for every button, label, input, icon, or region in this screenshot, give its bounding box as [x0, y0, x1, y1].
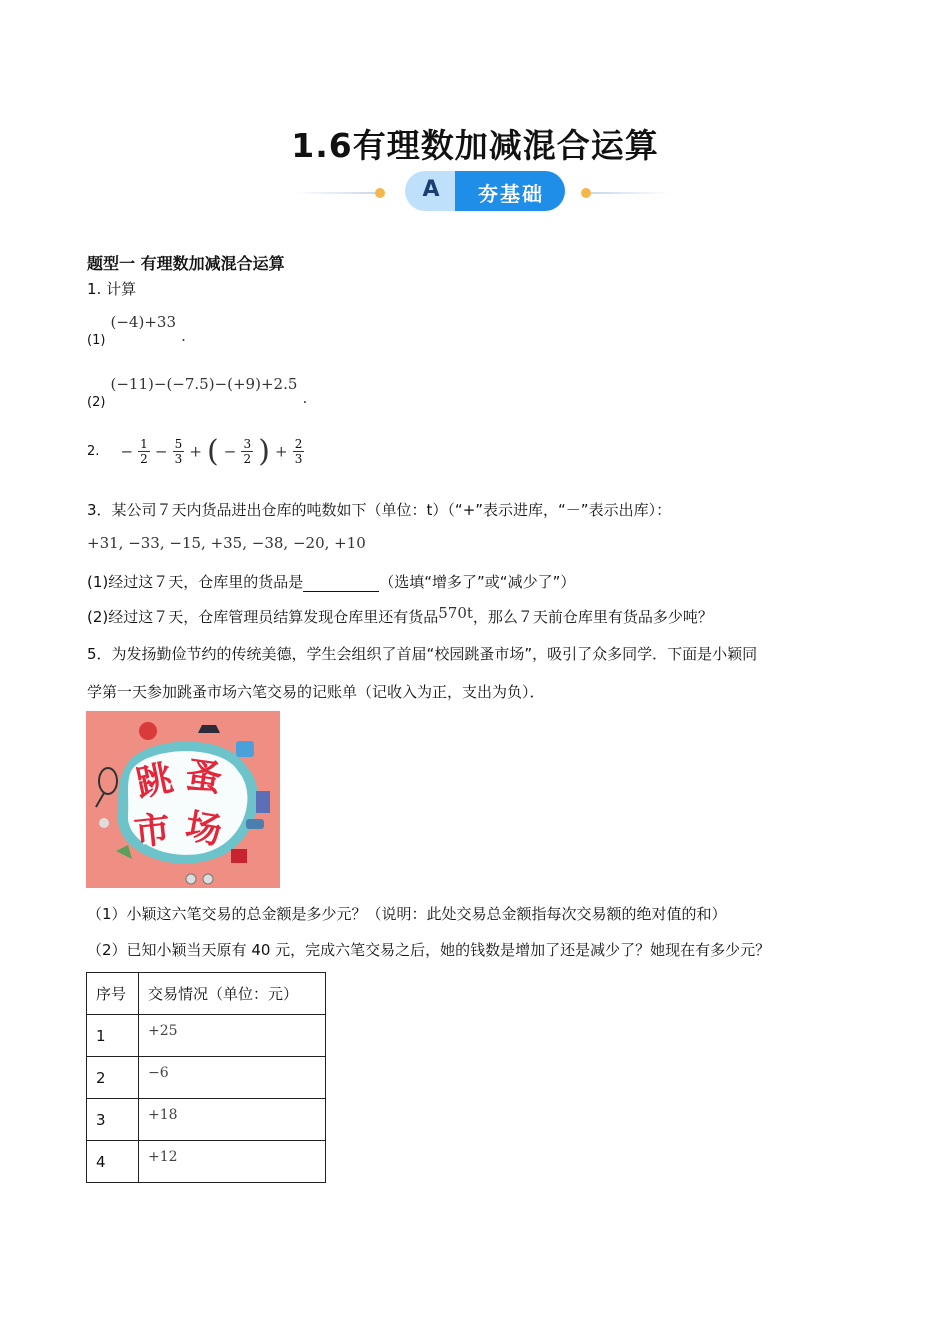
transaction-table [86, 972, 326, 1183]
table-row [87, 1141, 326, 1183]
table-row [87, 1015, 326, 1057]
q1-part2-expression: (−11)−(−7.5)−(+9)+2.5 [110, 375, 298, 393]
table-header-cell: 序号 [87, 973, 139, 1015]
q1-part2-label: (2) [87, 395, 106, 410]
q5-sub2: （2）已知小颖当天原有 40 元，完成六笔交易之后，她的钱数是增加了还是减少了？她现在有多少元？ [87, 941, 771, 959]
q2-fraction-3: $\frac{3}{2}$ [243, 437, 252, 466]
flea-market-image [86, 711, 280, 888]
q2-label: 2. [87, 444, 100, 459]
section-badge [295, 168, 675, 214]
flea-market-char-3: 市 [132, 809, 173, 854]
flea-market-char-4: 场 [182, 806, 225, 853]
table-row [87, 1057, 326, 1099]
table-cell-no: 2 [87, 1057, 139, 1099]
q2-fraction-4: $\frac{2}{3}$ [294, 437, 303, 466]
table-cell-no: 1 [87, 1015, 139, 1057]
q5-sub1: （1）小颖这六笔交易的总金额是多少元？（说明：此处交易总金额指每次交易额的绝对值的和） [87, 905, 727, 923]
q1-part1: $_{(1)}$ (−4)+33 . [87, 313, 186, 348]
section-heading: 题型一 有理数加减混合运算 [87, 254, 285, 273]
table-row [87, 1099, 326, 1141]
table-cell-value: −6 [148, 1064, 169, 1081]
q1-part1-label: (1) [87, 333, 106, 348]
table-header-cell: 交易情况（单位：元） [139, 973, 326, 1015]
flea-market-char-2: 蚤 [182, 754, 225, 801]
q2-fraction-2: $\frac{5}{3}$ [174, 437, 183, 466]
q1-prompt: 1. 计算 [87, 280, 137, 298]
q3-sub2: (2)经过这７天，仓库管理员结算发现仓库里还有货品570t，那么７天前仓库里有货品多少吨？ [87, 604, 713, 626]
flea-market-illustration [86, 711, 280, 888]
q3-text: 3．某公司７天内货品进出仓库的吨数如下（单位：t）（“+”表示进库，“－”表示出库）： [87, 501, 672, 519]
q5-line1: 5．为发扬勤俭节约的传统美德，学生会组织了首届“校园跳蚤市场”，吸引了众多同学．下面是小颖同 [87, 645, 758, 663]
q1-part2: $_{(2)}$ (−11)−(−7.5)−(+9)+2.5 . [87, 375, 308, 410]
q5-line2: 学第一天参加跳蚤市场六笔交易的记账单（记收入为正，支出为负）． [87, 683, 545, 701]
q3-data: +31, −33, −15, +35, −38, −20, +10 [87, 534, 366, 552]
q3-answer-blank[interactable] [303, 575, 379, 592]
q3-sub1: (1)经过这７天，仓库里的货品是 （选填“增多了”或“减少了”） [87, 573, 576, 591]
q1-part1-expression: (−4)+33 [110, 313, 176, 331]
badge-label: 夯基础 [478, 182, 544, 206]
table-cell-no: 3 [87, 1099, 139, 1141]
table-cell-value: +18 [148, 1106, 178, 1123]
table-cell-value: +12 [148, 1148, 178, 1165]
q2: 2. − $\frac{1}{2}$ − $\frac{5}{3}$ + ( − $\frac{3}{2}$ ) + $\frac{2}{3}$ [87, 434, 303, 469]
q2-fraction-1: $\frac{1}{2}$ [140, 437, 148, 466]
badge-letter: A [422, 177, 440, 202]
flea-market-char-1: 跳 [132, 757, 177, 806]
table-cell-no: 4 [87, 1141, 139, 1183]
table-header-row [87, 973, 326, 1015]
table-cell-value: +25 [148, 1022, 178, 1039]
page-title: 1.6有理数加减混合运算 [291, 126, 659, 165]
